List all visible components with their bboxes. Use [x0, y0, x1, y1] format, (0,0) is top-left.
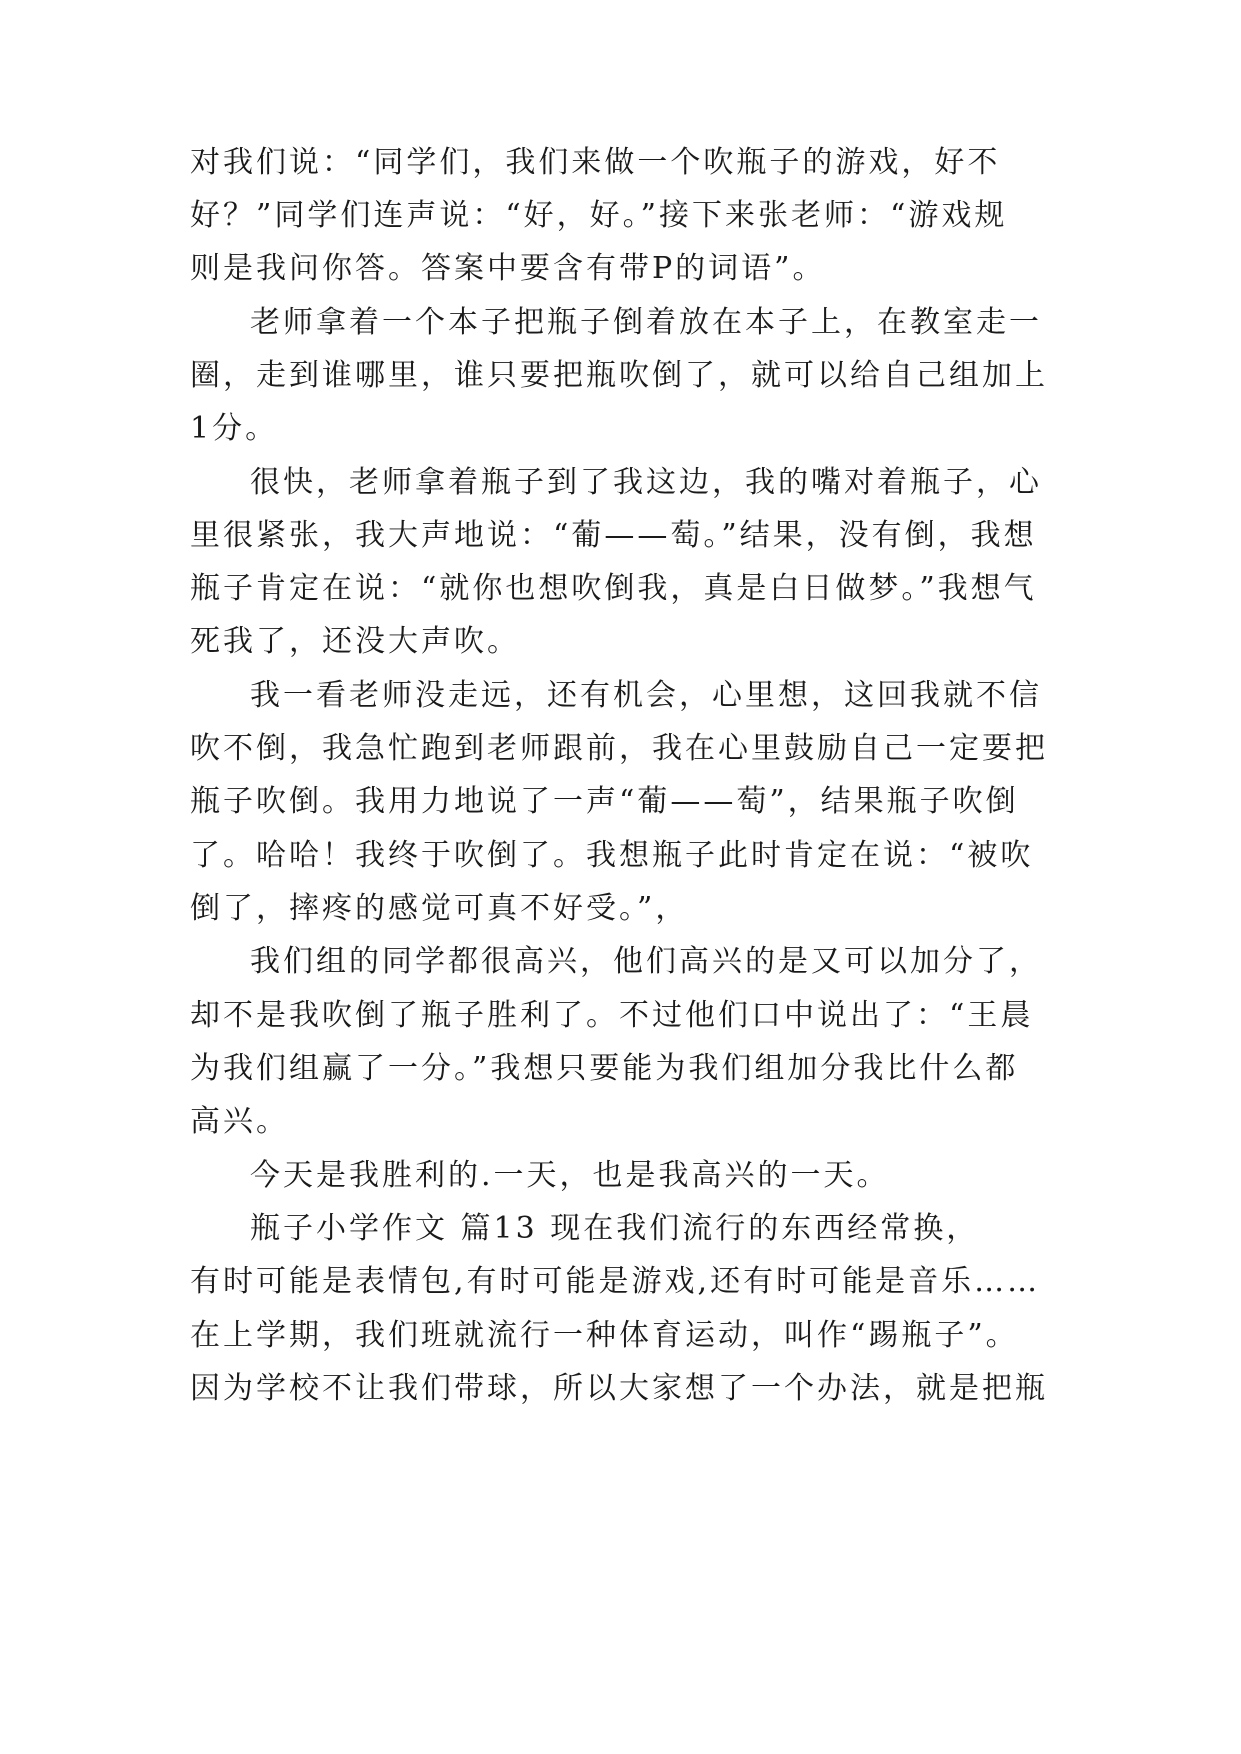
text-line: 圈，走到谁哪里，谁只要把瓶吹倒了，就可以给自己组加上: [190, 358, 1048, 393]
text-line: 瓶子吹倒。我用力地说了一声“葡——萄”，结果瓶子吹倒: [190, 784, 1019, 819]
text-line: 因为学校不让我们带球，所以大家想了一个办法，就是把瓶: [190, 1371, 1048, 1406]
text-line: 很快，老师拿着瓶子到了我这边，我的嘴对着瓶子，心: [250, 465, 1042, 500]
text-line: 对我们说：“同学们，我们来做一个吹瓶子的游戏，好不: [190, 145, 1001, 180]
text-line: 我一看老师没走远，还有机会，心里想，这回我就不信: [250, 678, 1042, 713]
text-line: 今天是我胜利的.一天，也是我高兴的一天。: [250, 1158, 890, 1193]
text-line: 为我们组赢了一分。”我想只要能为我们组加分我比什么都: [190, 1051, 1019, 1086]
text-line: 则是我问你答。答案中要含有带P的词语”。: [190, 251, 826, 286]
text-line: 好？”同学们连声说：“好，好。”接下来张老师：“游戏规: [190, 198, 1008, 233]
text-line: 高兴。: [190, 1104, 289, 1139]
text-line: 有时可能是表情包,有时可能是游戏,还有时可能是音乐……: [190, 1264, 1041, 1299]
text-line: 瓶子肯定在说：“就你也想吹倒我，真是白日做梦。”我想气: [190, 571, 1037, 606]
text-line: 死我了，还没大声吹。: [190, 624, 520, 659]
text-line: 吹不倒，我急忙跑到老师跟前，我在心里鼓励自己一定要把: [190, 731, 1048, 766]
text-line: 里很紧张，我大声地说：“葡——萄。”结果，没有倒，我想: [190, 518, 1037, 553]
text-line: 了。哈哈！我终于吹倒了。我想瓶子此时肯定在说：“被吹: [190, 838, 1034, 873]
text-line: 却不是我吹倒了瓶子胜利了。不过他们口中说出了：“王晨: [190, 998, 1034, 1033]
text-line: 老师拿着一个本子把瓶子倒着放在本子上，在教室走一: [250, 305, 1042, 340]
text-line: 我们组的同学都很高兴，他们高兴的是又可以加分了，: [250, 944, 1042, 979]
text-line: 在上学期，我们班就流行一种体育运动，叫作“踢瓶子”。: [190, 1318, 1019, 1353]
section-heading-line: 瓶子小学作文 篇13 现在我们流行的东西经常换，: [250, 1211, 980, 1246]
text-line: 1分。: [190, 411, 279, 446]
text-line: 倒了，摔疼的感觉可真不好受。”，: [190, 891, 689, 926]
